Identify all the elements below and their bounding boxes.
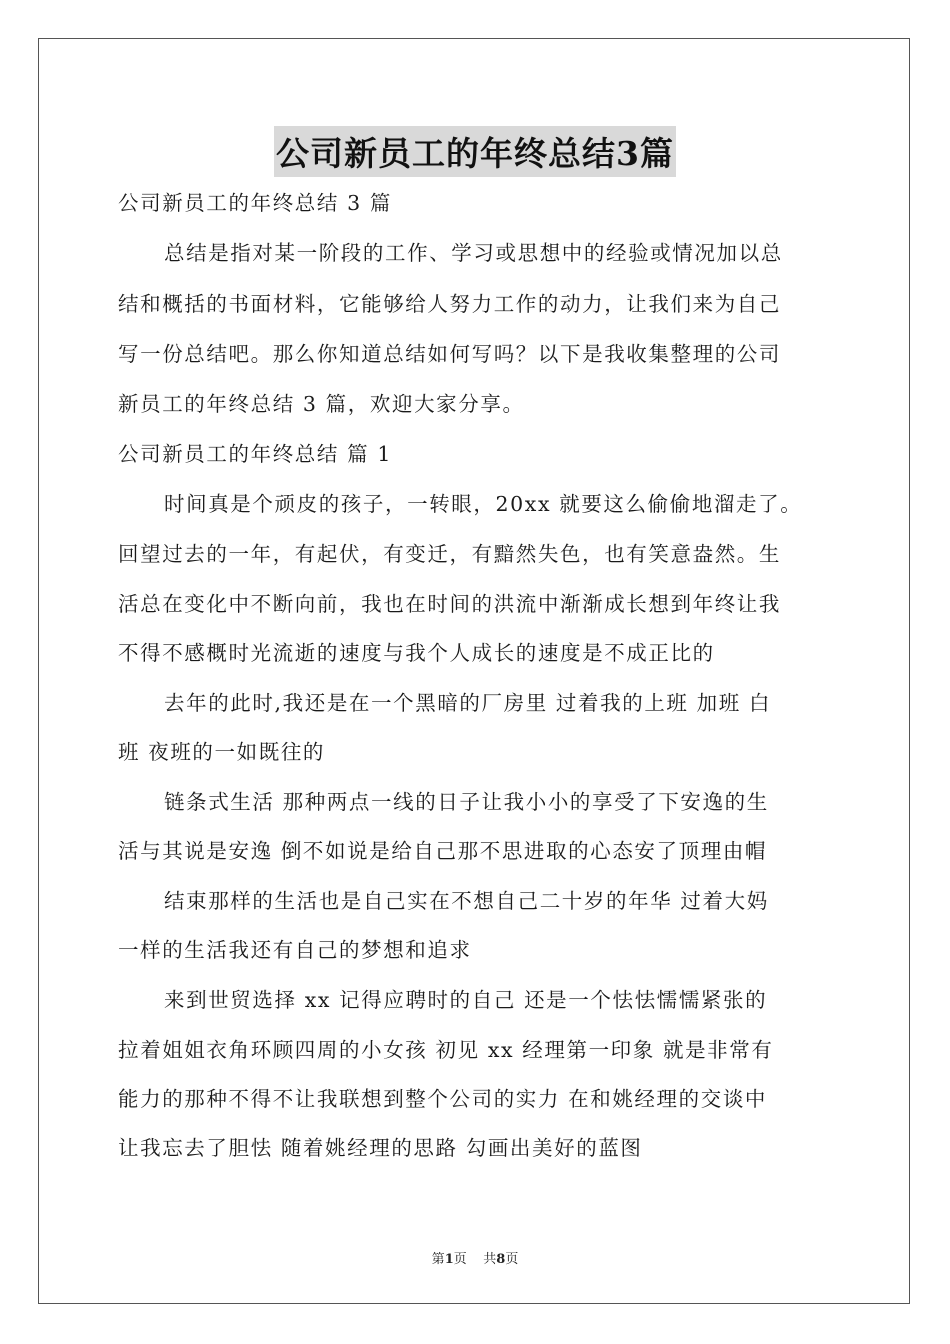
paragraph-line: 班 夜班的一如既往的	[118, 740, 326, 764]
paragraph-line: 总结是指对某一阶段的工作、学习或思想中的经验或情况加以总	[164, 241, 783, 265]
paragraph-line: 拉着姐姐衣角环顾四周的小女孩 初见 xx 经理第一印象 就是非常有	[118, 1038, 774, 1062]
paragraph-line: 结和概括的书面材料，它能够给人努力工作的动力，让我们来为自己	[118, 292, 781, 316]
paragraph-line: 活与其说是安逸 倒不如说是给自己那不思进取的心态安了顶理由帽	[118, 839, 768, 863]
page-mid: 页 共	[453, 1252, 497, 1267]
paragraph-line: 新员工的年终总结 3 篇，欢迎大家分享。	[118, 392, 525, 416]
subtitle-line: 公司新员工的年终总结 3 篇	[118, 191, 392, 215]
paragraph-line: 写一份总结吧。那么你知道总结如何写吗？以下是我收集整理的公司	[118, 342, 781, 366]
paragraph-line: 让我忘去了胆怯 随着姚经理的思路 勾画出美好的蓝图	[118, 1136, 643, 1160]
page-number: 1	[444, 1252, 454, 1267]
paragraph-line: 活总在变化中不断向前，我也在时间的洪流中渐渐成长想到年终让我	[118, 592, 781, 616]
paragraph-line: 来到世贸选择 xx 记得应聘时的自己 还是一个怯怯懦懦紧张的	[164, 988, 768, 1012]
page-prefix: 第	[431, 1252, 445, 1267]
paragraph-line: 去年的此时,我还是在一个黑暗的厂房里 过着我的上班 加班 白	[164, 691, 772, 715]
page-suffix: 页	[505, 1252, 519, 1267]
document-title-text: 公司新员工的年终总结3篇	[274, 126, 676, 177]
document-title	[0, 126, 950, 177]
paragraph-line: 能力的那种不得不让我联想到整个公司的实力 在和姚经理的交谈中	[118, 1087, 768, 1111]
paragraph-line: 回望过去的一年，有起伏，有变迁，有黯然失色，也有笑意盎然。生	[118, 542, 781, 566]
page-border	[38, 38, 910, 1304]
paragraph-line: 结束那样的生活也是自己实在不想自己二十岁的年华 过着大妈	[164, 889, 769, 913]
section-heading: 公司新员工的年终总结 篇 1	[118, 442, 392, 466]
paragraph-line: 时间真是个顽皮的孩子，一转眼，20xx 就要这么偷偷地溜走了。	[164, 492, 803, 516]
paragraph-line: 链条式生活 那种两点一线的日子让我小小的享受了下安逸的生	[164, 790, 769, 814]
page-footer	[0, 1248, 950, 1267]
paragraph-line: 不得不感概时光流逝的速度与我个人成长的速度是不成正比的	[118, 641, 715, 665]
paragraph-line: 一样的生活我还有自己的梦想和追求	[118, 938, 472, 962]
page-total: 8	[496, 1252, 506, 1267]
